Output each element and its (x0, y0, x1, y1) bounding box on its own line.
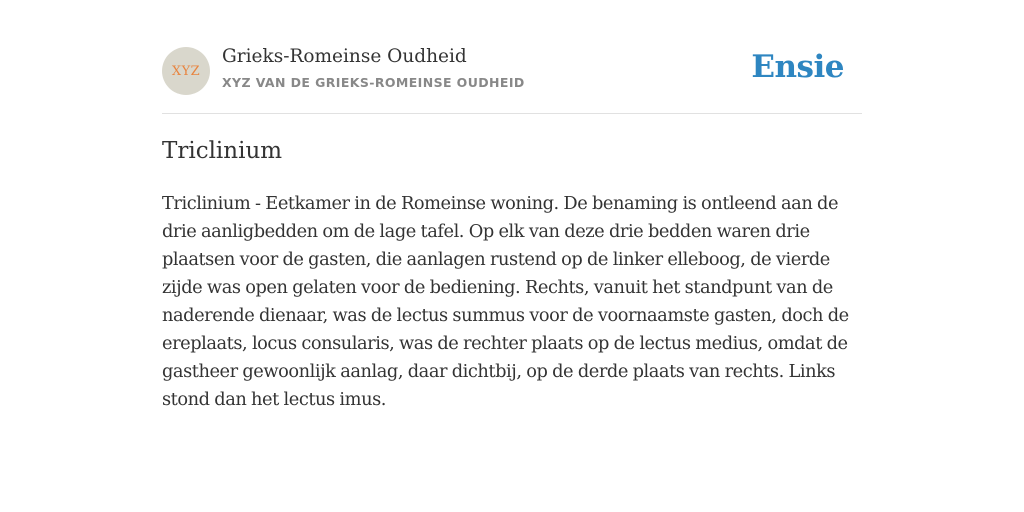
ensie-logo[interactable]: Ensie (751, 49, 844, 85)
source-header (162, 46, 862, 114)
source-avatar[interactable] (162, 47, 210, 95)
entry-title: Triclinium (162, 138, 283, 164)
source-title-link[interactable]: Grieks-Romeinse Oudheid (222, 46, 467, 67)
avatar-text: XYZ (171, 63, 201, 79)
source-subtitle-link[interactable]: XYZ VAN DE GRIEKS-ROMEINSE OUDHEID (222, 75, 525, 90)
entry-text: Triclinium - Eetkamer in de Romeinse woning. De benaming is ontleend aan de drie aanligbedden om de lage tafel. Op elk van deze drie bedden waren drie plaatsen voor de gasten, die aanlagen rustend op de linker elleboog, de vierde zijde was open gelaten voor de bediening. Rechts, vanuit het standpunt van de naderende dienaar, was de lectus summus voor de voornaamste gasten, doch de ereplaats, locus consularis, was de rechter plaats op de lectus medius, omdat de gastheer gewoonlijk aanlag, daar dichtbij, op de derde plaats van rechts. Links stond dan het lectus imus. (162, 193, 849, 410)
